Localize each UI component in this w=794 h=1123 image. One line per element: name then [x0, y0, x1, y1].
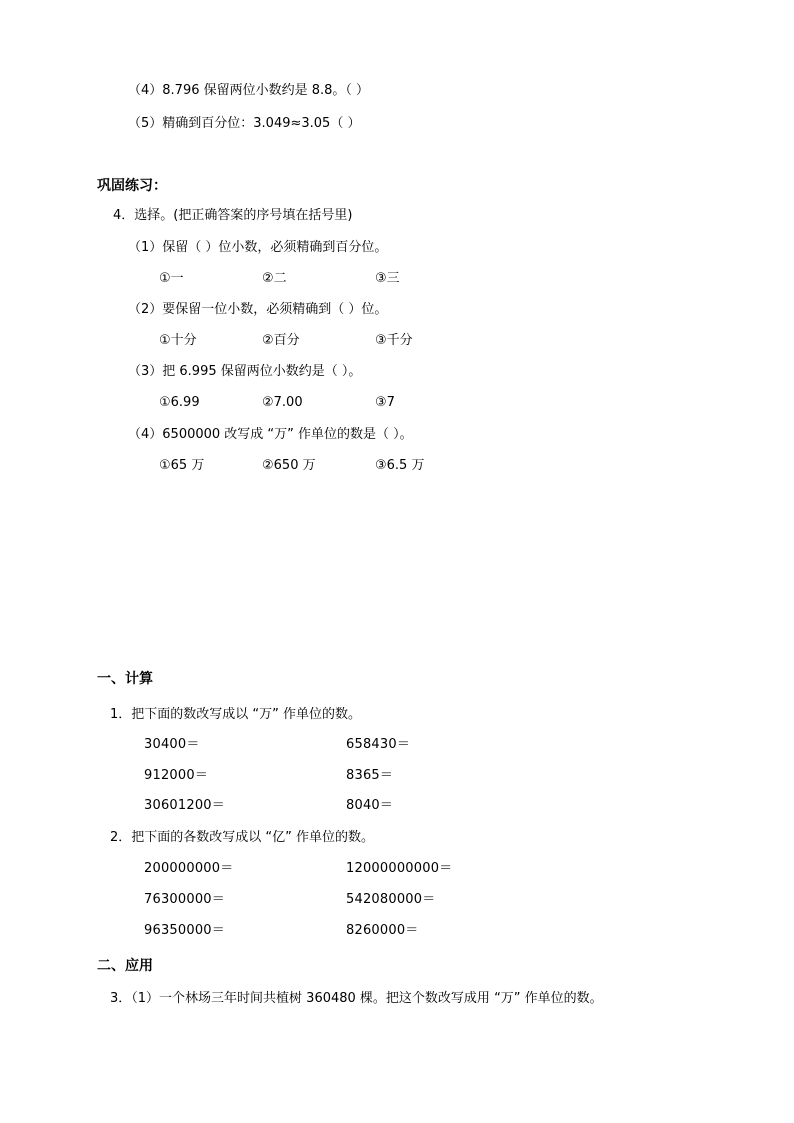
- choice-option: ①6.99: [159, 395, 200, 410]
- conversion-item: 96350000＝: [144, 923, 225, 938]
- choice-question-1: （1）保留（ ）位小数，必须精确到百分位。: [128, 240, 388, 255]
- conversion-item: 912000＝: [144, 768, 209, 783]
- conversion-item: 30400＝: [144, 737, 200, 752]
- conversion-item: 8365＝: [346, 768, 394, 783]
- question-1-title: 1．把下面的数改写成以 “万” 作单位的数。: [110, 707, 362, 722]
- choice-question-3: （3）把 6.995 保留两位小数约是（ ）。: [128, 364, 362, 379]
- choice-option: ②二: [262, 271, 287, 286]
- choice-option: ③三: [375, 271, 400, 286]
- question-4-title: 4．选择。(把正确答案的序号填在括号里): [113, 208, 353, 223]
- conversion-item: 542080000＝: [346, 892, 436, 907]
- choice-option: ①一: [159, 271, 184, 286]
- question-2-title: 2．把下面的各数改写成以 “亿” 作单位的数。: [110, 830, 375, 845]
- choice-option: ①65 万: [159, 458, 205, 473]
- section-heading-calc: 一、计算: [97, 671, 153, 687]
- conversion-item: 658430＝: [346, 737, 411, 752]
- conversion-item: 12000000000＝: [346, 861, 453, 876]
- conversion-item: 200000000＝: [144, 861, 234, 876]
- choice-option: ②百分: [262, 333, 300, 348]
- conversion-item: 76300000＝: [144, 892, 225, 907]
- choice-option: ③7: [375, 395, 395, 410]
- conversion-item: 30601200＝: [144, 798, 225, 813]
- choice-option: ②650 万: [262, 458, 316, 473]
- section-heading-application: 二、应用: [97, 958, 153, 974]
- conversion-item: 8040＝: [346, 798, 394, 813]
- choice-option: ③6.5 万: [375, 458, 425, 473]
- choice-question-2: （2）要保留一位小数，必须精确到（ ）位。: [128, 302, 388, 317]
- practice-heading: 巩固练习：: [97, 178, 167, 194]
- choice-option: ①十分: [159, 333, 197, 348]
- conversion-item: 8260000＝: [346, 923, 419, 938]
- review-item-4: （4）8.796 保留两位小数约是 8.8。（ ）: [128, 83, 370, 98]
- question-3: 3．（1）一个林场三年时间共植树 360480 棵。把这个数改写成用 “万” 作单位的数。: [110, 991, 603, 1006]
- review-item-5: （5）精确到百分位：3.049≈3.05（ ）: [128, 116, 361, 131]
- choice-option: ③千分: [375, 333, 413, 348]
- choice-question-4: （4）6500000 改写成 “万” 作单位的数是（ ）。: [128, 427, 413, 442]
- choice-option: ②7.00: [262, 395, 303, 410]
